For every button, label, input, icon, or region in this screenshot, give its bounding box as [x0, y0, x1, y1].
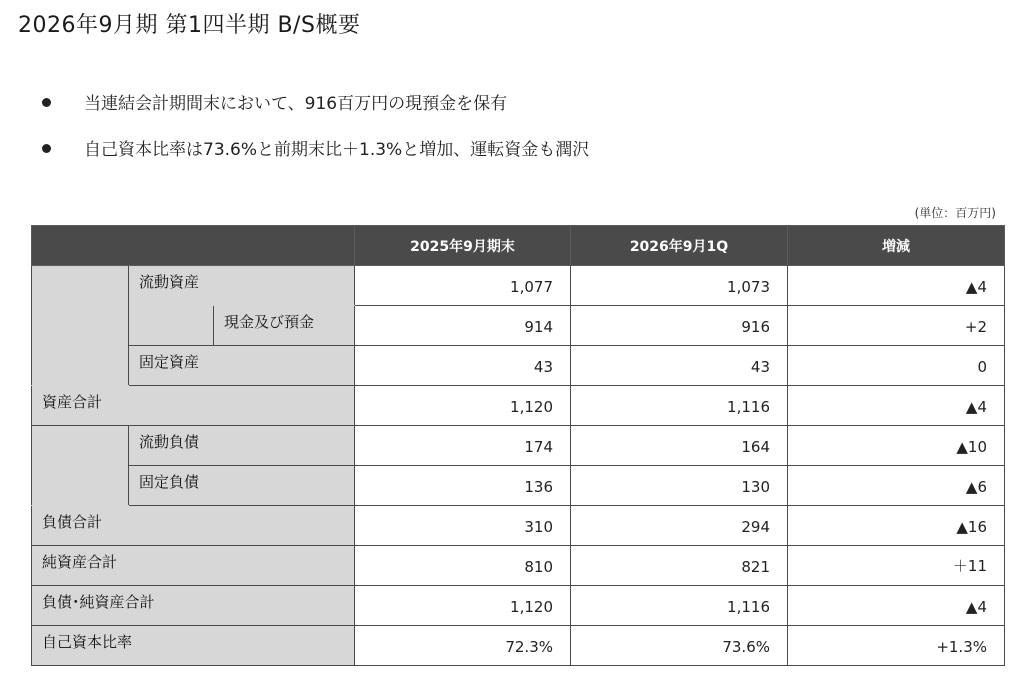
row-label-equity-ratio: 自己資本比率	[32, 626, 355, 666]
unit-note: (単位：百万円)	[914, 206, 996, 220]
row-label-cash: 現金及び預金	[214, 306, 355, 346]
cell-value: 310	[355, 506, 571, 546]
cell-change: 0	[788, 346, 1005, 386]
cell-change: ▲10	[788, 426, 1005, 466]
cell-value: 130	[571, 466, 788, 506]
cell-value: 73.6%	[571, 626, 788, 666]
table-row	[32, 546, 1005, 586]
header-prev-period: 2025年9月期末	[355, 226, 571, 266]
header-change: 増減	[788, 226, 1005, 266]
cell-value: 1,116	[571, 386, 788, 426]
cell-change: ▲4	[788, 266, 1005, 306]
cell-value: 1,120	[355, 586, 571, 626]
bullet-text: 当連結会計期間末において、916百万円の現預金を保有	[84, 94, 508, 114]
cell-value: 914	[355, 306, 571, 346]
row-label-current-liabilities: 流動負債	[129, 426, 355, 466]
bullet-item	[42, 138, 589, 162]
header-current-period: 2026年9月1Q	[571, 226, 788, 266]
row-label-total-liabilities-net-assets: 負債･純資産合計	[32, 586, 355, 626]
cell-value: 174	[355, 426, 571, 466]
cell-value: 136	[355, 466, 571, 506]
cell-change: ＋11	[788, 546, 1005, 586]
table-row	[32, 426, 1005, 466]
cell-change: ▲4	[788, 586, 1005, 626]
bullet-text: 自己資本比率は73.6%と前期末比＋1.3%と増加、運転資金も潤沢	[84, 140, 590, 160]
table-header-row	[32, 226, 1005, 266]
table-row	[32, 386, 1005, 426]
bullet-list	[42, 92, 589, 184]
cell-change: +1.3%	[788, 626, 1005, 666]
table-row	[32, 586, 1005, 626]
liabilities-indent-cell	[32, 426, 129, 506]
bullet-dot-icon	[42, 98, 51, 107]
header-blank	[32, 226, 355, 266]
bullet-item	[42, 92, 589, 116]
table-row	[32, 506, 1005, 546]
cell-change: ▲16	[788, 506, 1005, 546]
table-row	[32, 466, 1005, 506]
cell-value: 810	[355, 546, 571, 586]
balance-sheet-table	[31, 225, 1005, 666]
cell-change: ▲4	[788, 386, 1005, 426]
row-label-net-assets: 純資産合計	[32, 546, 355, 586]
row-label-fixed-liabilities: 固定負債	[129, 466, 355, 506]
row-label-current-assets: 流動資産	[129, 266, 355, 306]
table-row	[32, 306, 1005, 346]
cell-value: 164	[571, 426, 788, 466]
row-label-fixed-assets: 固定資産	[129, 346, 355, 386]
assets-indent-cell	[32, 266, 129, 386]
table-row	[32, 346, 1005, 386]
cell-value: 294	[571, 506, 788, 546]
cell-value: 1,116	[571, 586, 788, 626]
cell-value: 43	[571, 346, 788, 386]
bullet-dot-icon	[42, 144, 51, 153]
cell-value: 821	[571, 546, 788, 586]
cash-indent-cell	[129, 306, 214, 346]
cell-value: 1,120	[355, 386, 571, 426]
table-row	[32, 266, 1005, 306]
row-label-total-assets: 資産合計	[32, 386, 355, 426]
cell-value: 72.3%	[355, 626, 571, 666]
row-label-total-liabilities: 負債合計	[32, 506, 355, 546]
cell-value: 43	[355, 346, 571, 386]
cell-change: ▲6	[788, 466, 1005, 506]
cell-value: 1,073	[571, 266, 788, 306]
cell-change: +2	[788, 306, 1005, 346]
cell-value: 1,077	[355, 266, 571, 306]
table-row	[32, 626, 1005, 666]
cell-value: 916	[571, 306, 788, 346]
page-title: 2026年9月期 第1四半期 B/S概要	[18, 13, 361, 38]
